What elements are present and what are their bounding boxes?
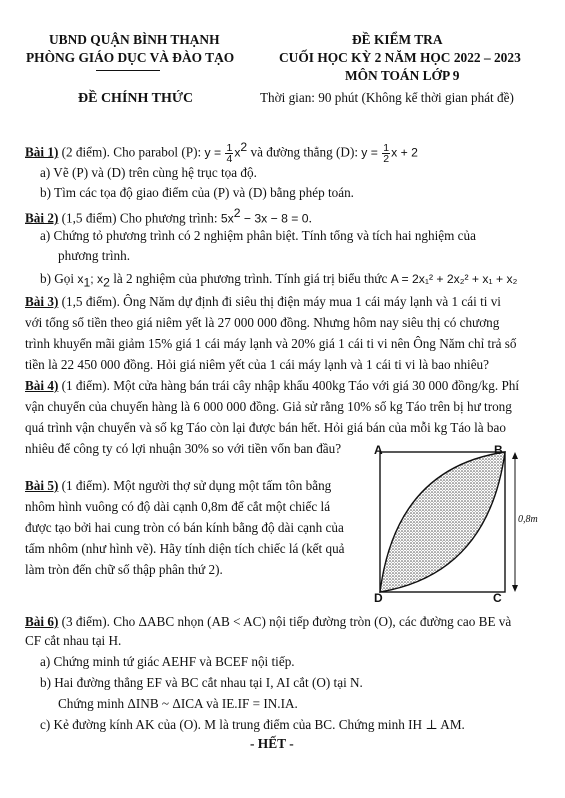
official-label: ĐỀ CHÍNH THỨC [78, 91, 194, 106]
figure-label-a: A [374, 443, 383, 457]
exam-term: CUỐI HỌC KỲ 2 NĂM HỌC 2022 – 2023 [279, 50, 521, 65]
bai5-label: Bài 5) [25, 478, 59, 493]
bai6-line2: CF cắt nhau tại H. [25, 633, 122, 648]
bai1-label: Bài 1) [25, 144, 59, 160]
arrow-down-icon [512, 585, 518, 592]
bai6-line1: Bài 6) (3 điểm). Cho ΔABC nhọn (AB < AC) nội tiếp đường tròn (O), các đường cao BE và [25, 614, 512, 629]
bai3-line2: với tổng số tiền theo giá niêm yết là 27 000 000 đồng. Nhưng hôm nay siêu thị có chương [25, 315, 500, 330]
bai5-line3: được tạo bởi hai cung tròn có bán kính bằng độ dài cạnh của [25, 520, 344, 535]
leaf-shape [380, 452, 505, 592]
bai5-line5: làm tròn đến chữ số thập phân thứ 2). [25, 562, 223, 577]
bai2-a-line1: a) Chứng tỏ phương trình có 2 nghiệm phân biệt. Tính tổng và tích hai nghiệm của [40, 228, 476, 243]
bai5-line4: tấm nhôm (như hình vẽ). Hãy tính diện tích chiếc lá (kết quả [25, 541, 345, 556]
bai4-label: Bài 4) [25, 378, 59, 393]
bai3-label: Bài 3) [25, 294, 59, 309]
end-marker: - HẾT - [250, 736, 294, 751]
bai1-intro: Bài 1) (2 điểm). Cho parabol (P): y = $\frac{1}{4}$ $x^2$ và đường thẳng (D): y = $\frac{1}{2}$ x + 2 [25, 140, 418, 165]
bai2-intro: Bài 2) (1,5 điểm) Cho phương trình: $5x^2 - 3x - 8 = 0$. [25, 206, 312, 226]
figure-label-d: D [374, 591, 383, 605]
bai2-label: Bài 2) [25, 210, 59, 226]
bai6-a: a) Chứng minh tứ giác AEHF và BCEF nội tiếp. [40, 654, 295, 669]
bai3-line4: tiền là 22 450 000 đồng. Hỏi giá niêm yết của 1 cái máy lạnh và 1 cái ti vi là bao nhiêu? [25, 357, 489, 372]
dept-line1: UBND QUẬN BÌNH THẠNH [49, 32, 220, 47]
bai6-c: c) Kẻ đường kính AK của (O). M là trung điểm của BC. Chứng minh IH ⊥ AM. [40, 717, 465, 732]
exam-subject: MÔN TOÁN LỚP 9 [345, 68, 460, 83]
bai4-line3: quá trình vận chuyển và số kg Táo còn lại được bán hết. Hỏi giá bán của mỗi kg Táo là bao [25, 420, 506, 435]
dept-line2: PHÒNG GIÁO DỤC VÀ ĐÀO TẠO [26, 50, 235, 65]
bai5-line2: nhôm hình vuông có độ dài cạnh 0,8m để cắt một chiếc lá [25, 499, 331, 514]
bai6-b2: Chứng minh ΔINB ~ ΔICA và IE.IF = IN.IA. [58, 696, 298, 711]
bai4-line1: Bài 4) (1 điểm). Một cửa hàng bán trái cây nhập khẩu 400kg Táo với giá 30 000 đồng/kg. Phí [25, 378, 520, 393]
bai2-b: b) Gọi $x_1$; $x_2$ là 2 nghiệm của phương trình. Tính giá trị biểu thức A = 2x₁² + 2x₂² + x₁ + x₂ [40, 271, 518, 290]
bai1-a: a) Vẽ (P) và (D) trên cùng hệ trục tọa độ. [40, 165, 257, 180]
bai1-b: b) Tìm các tọa độ giao điểm của (P) và (D) bằng phép toán. [40, 185, 354, 200]
figure-label-b: B [494, 443, 503, 457]
fraction: $\frac{1}{4}$ [226, 141, 233, 165]
bai4-line2: vận chuyển của chuyến hàng là 6 000 000 đồng. Giả sử rằng 10% số kg Táo trên bị hư trong [25, 399, 512, 414]
bai4-line4: nhiêu để công ty có lợi nhuận 30% so với tiền vốn ban đầu? [25, 441, 342, 456]
bai5-line1: Bài 5) (1 điểm). Một người thợ sử dụng một tấm tôn bằng [25, 478, 332, 493]
leaf-figure [368, 440, 553, 610]
fraction: $\frac{1}{2}$ [383, 141, 390, 165]
arrow-up-icon [512, 452, 518, 459]
bai2-a-line2: phương trình. [58, 248, 130, 263]
bai3-line1: Bài 3) (1,5 điểm). Ông Năm dự định đi siêu thị điện máy mua 1 cái máy lạnh và 1 cái ti vi [25, 294, 501, 309]
bai3-line3: trình khuyến mãi giảm 15% giá 1 cái máy lạnh và 20% giá 1 cái ti vi nên Ông Năm chỉ trả số [25, 336, 517, 351]
exam-time: Thời gian: 90 phút (Không kể thời gian phát đề) [260, 90, 514, 105]
header-divider [96, 70, 160, 71]
bai6-label: Bài 6) [25, 614, 59, 629]
exam-title: ĐỀ KIỂM TRA [352, 32, 443, 47]
figure-label-c: C [493, 591, 502, 605]
bai6-b1: b) Hai đường thẳng EF và BC cắt nhau tại I, AI cắt (O) tại N. [40, 675, 363, 690]
figure-side-label: 0,8m [518, 514, 538, 525]
